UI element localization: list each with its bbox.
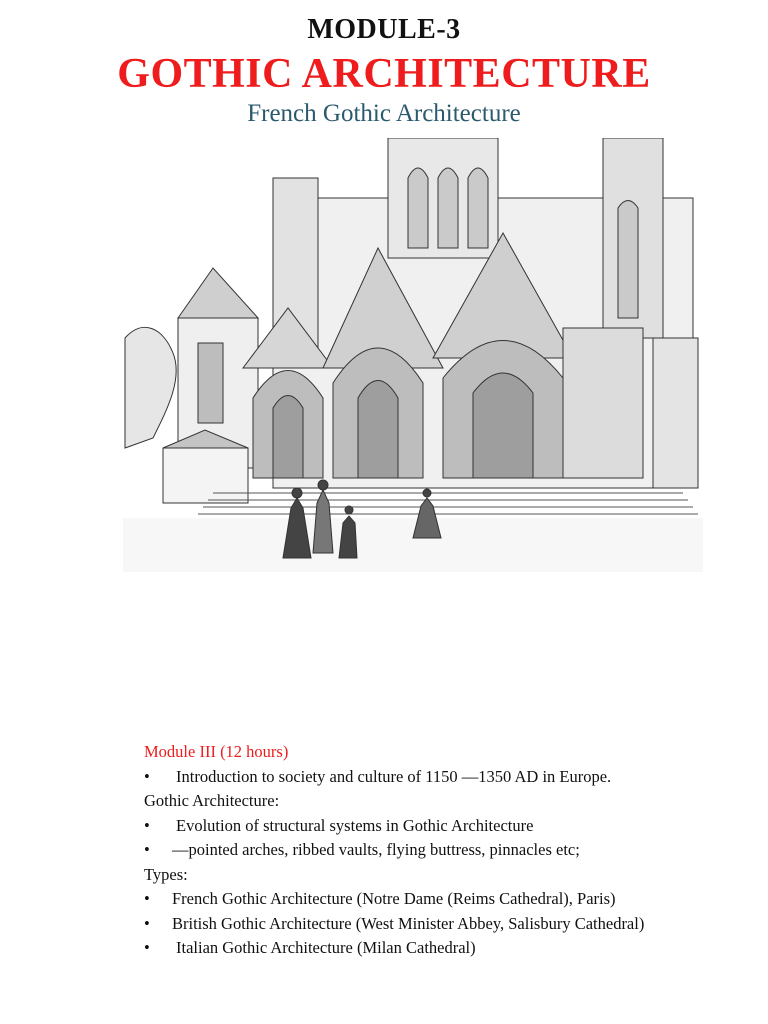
bullet-symbol: • <box>144 913 150 933</box>
bullet-symbol: • <box>144 840 150 859</box>
list-item <box>144 887 744 912</box>
list-item-text: British Gothic Architecture (West Minister Abbey, Salisbury Cathedral) <box>172 913 645 933</box>
bullet-symbol: • <box>144 889 150 908</box>
cathedral-illustration <box>123 138 703 572</box>
gothic-heading: Gothic Architecture: <box>144 791 280 810</box>
module-notes <box>144 740 744 961</box>
bullet-symbol: • <box>144 815 150 835</box>
bullet-symbol: • <box>144 938 150 957</box>
list-item <box>144 765 744 790</box>
list-item <box>144 936 744 961</box>
list-item <box>144 838 744 863</box>
list-item-text: Evolution of structural systems in Gothic Architecture <box>176 815 534 835</box>
module-hours-line: Module III (12 hours) <box>144 742 289 761</box>
page-title: GOTHIC ARCHITECTURE <box>117 51 651 97</box>
bullet-symbol: • <box>144 766 150 786</box>
page-subtitle: French Gothic Architecture <box>247 100 521 127</box>
list-item-text: Italian Gothic Architecture (Milan Cathedral) <box>176 938 476 957</box>
list-item <box>144 814 744 839</box>
module-label: MODULE-3 <box>307 14 461 45</box>
list-item-text: French Gothic Architecture (Notre Dame (Reims Cathedral), Paris) <box>172 889 616 908</box>
list-item <box>144 912 744 937</box>
list-item-text: —pointed arches, ribbed vaults, flying buttress, pinnacles etc; <box>172 840 580 859</box>
list-item-text: Introduction to society and culture of 1150 —1350 AD in Europe. <box>176 766 612 786</box>
types-heading: Types: <box>144 864 188 884</box>
